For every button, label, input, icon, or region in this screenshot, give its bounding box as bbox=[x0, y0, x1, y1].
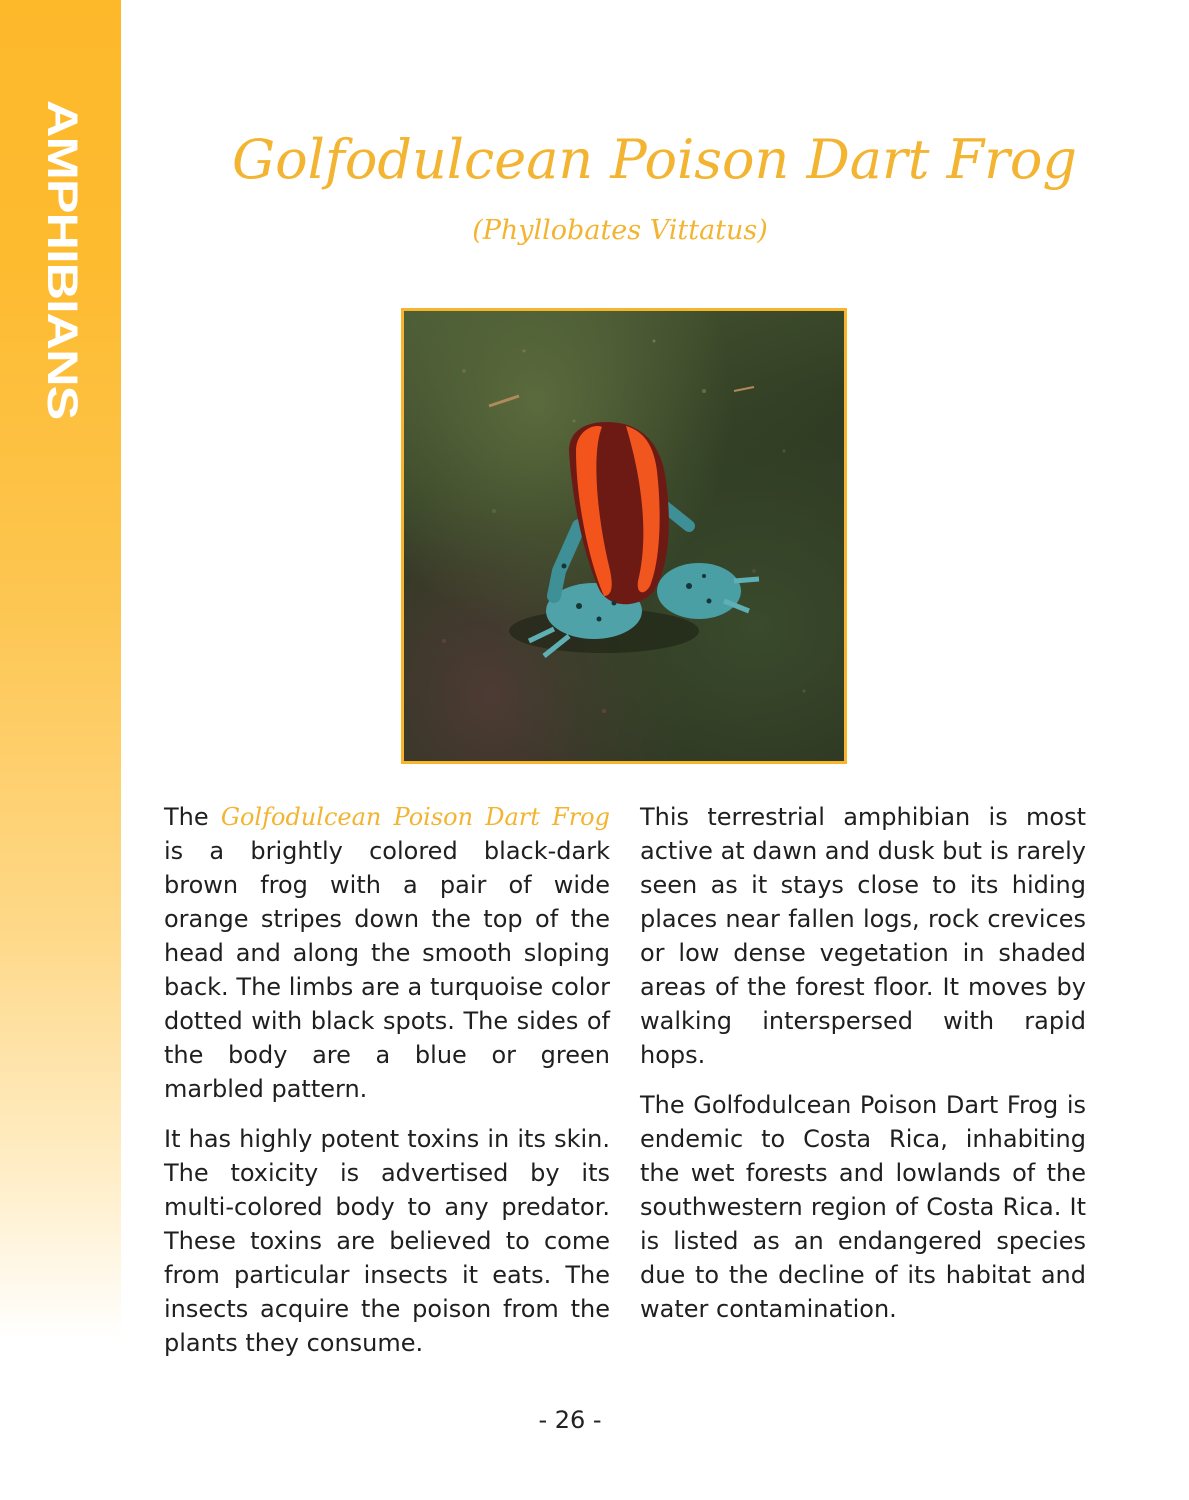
right-column bbox=[640, 800, 1086, 1342]
right-paragraph-1: This terrestrial amphibian is most active at dawn and dusk but is rarely seen as it stays close to its hiding places near fallen logs, rock crevices or low dense vegetation in shaded areas of the forest floor. It moves by walking interspersed with rapid hops. bbox=[640, 803, 1086, 1069]
right-paragraph-2: The Golfodulcean Poison Dart Frog is endemic to Costa Rica, inhabiting the wet forests and lowlands of the southwestern region of Costa Rica. It is listed as an endangered species due to the decline of its habitat and water contamination. bbox=[640, 1091, 1086, 1323]
intro-lead: The bbox=[164, 803, 221, 831]
twig bbox=[734, 387, 754, 391]
page-title: Golfodulcean Poison Dart Frog bbox=[232, 128, 1077, 191]
frog-illustration bbox=[404, 311, 844, 761]
frog-photo bbox=[401, 308, 847, 764]
intro-rest: is a brightly colored black-dark brown frog with a pair of wide orange stripes down the top of the head and along the smooth sloping back. The limbs are a turquoise color dotted with black spots. The sides of the body are a blue or green marbled pattern. bbox=[164, 837, 610, 1103]
page-subtitle: (Phyllobates Vittatus) bbox=[472, 215, 768, 246]
left-column bbox=[164, 800, 610, 1376]
page-number: - 26 - bbox=[538, 1406, 602, 1434]
left-paragraph-2: It has highly potent toxins in its skin. The toxicity is advertised by its multi-colored body to any predator. These toxins are believed to come from particular insects it eats. The insects acquire the poison from the plants they consume. bbox=[164, 1125, 610, 1357]
twig bbox=[489, 396, 519, 406]
species-name-highlight: Golfodulcean Poison Dart Frog bbox=[220, 803, 610, 831]
frog-right-leg bbox=[657, 563, 741, 619]
section-label: AMPHIBIANS bbox=[38, 100, 86, 420]
side-banner bbox=[0, 0, 121, 1340]
left-paragraph-1 bbox=[164, 800, 610, 1106]
